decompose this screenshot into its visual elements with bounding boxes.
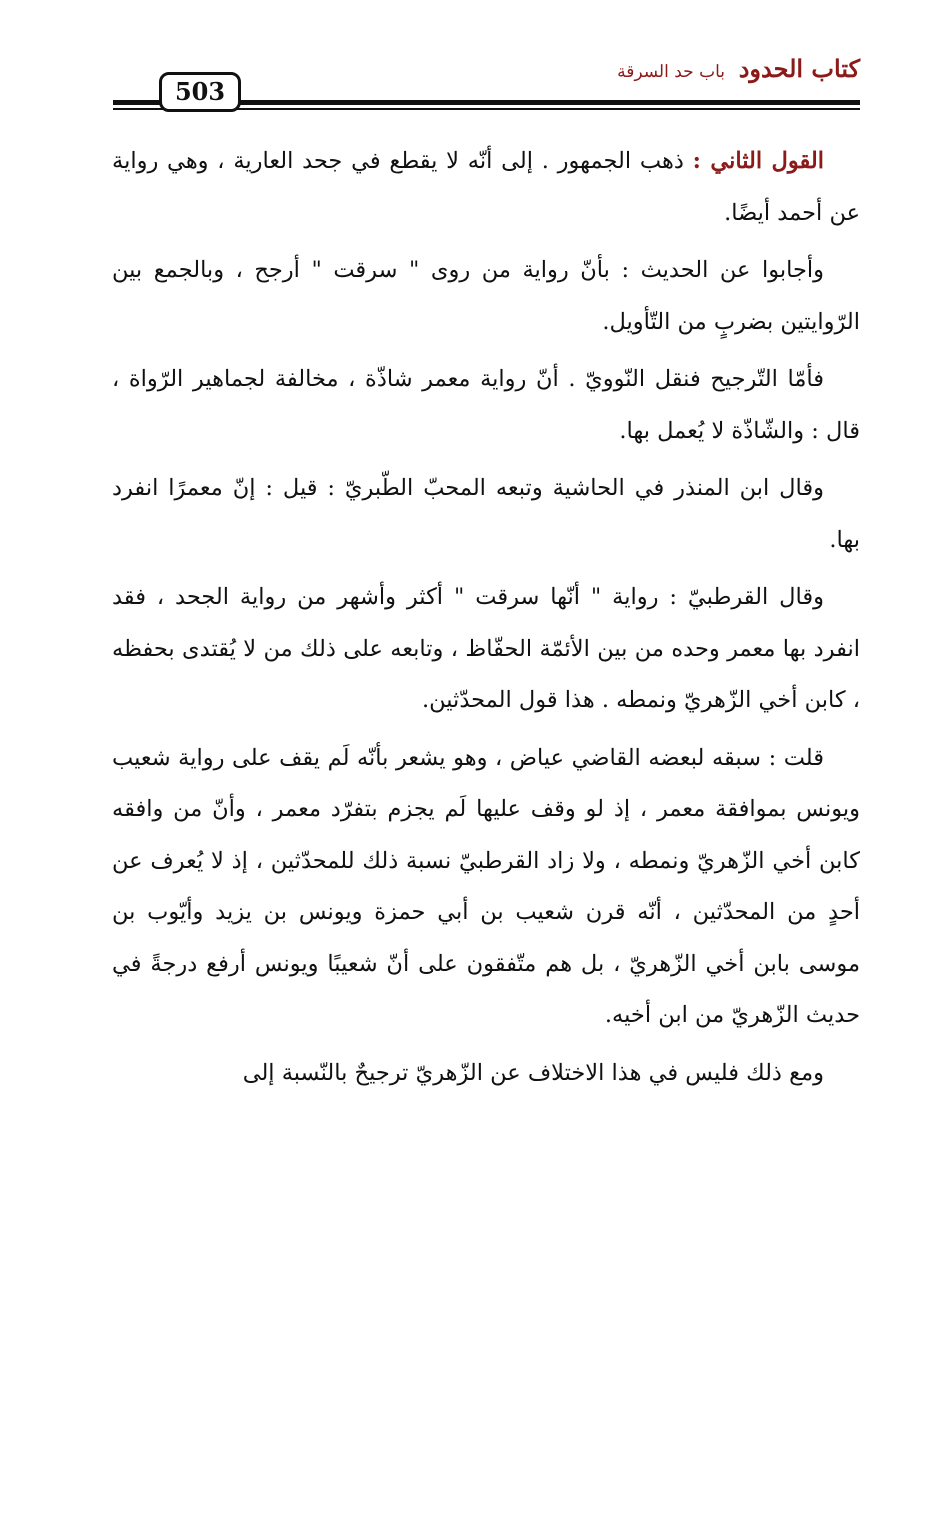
paragraph-3: فأمّا التّرجيح فنقل النّوويّ . أنّ رواية معمر شاذّة ، مخالفة لجماهير الرّواة ، قال : والشّاذّة لا يُعمل بها.: [112, 366, 860, 444]
page-header: [113, 44, 860, 114]
paragraph-1: [112, 136, 860, 239]
paragraph-2: وأجابوا عن الحديث : بأنّ رواية من روى " سرقت " أرجح ، وبالجمع بين الرّوايتين بضربٍ من التّأويل.: [112, 257, 860, 335]
paragraph-4: وقال ابن المنذر في الحاشية وتبعه المحبّ الطّبريّ : قيل : إنّ معمرًا انفرد بها.: [112, 475, 860, 553]
paragraph-5: وقال القرطبيّ : رواية " أنّها سرقت " أكثر وأشهر من رواية الجحد ، فقد انفرد بها معمر وحده من بين الأئمّة الحفّاظ ، وتابعه على ذلك من لا يُقتدى بحفظه ، كابن أخي الزّهريّ ونمطه . هذا قول المحدّثين.: [112, 584, 860, 713]
paragraph-7: ومع ذلك فليس في هذا الاختلاف عن الزّهريّ ترجيحٌ بالنّسبة إلى: [242, 1059, 824, 1086]
book-title: كتاب الحدود: [738, 54, 860, 83]
page-body: [112, 136, 860, 1105]
running-header: [617, 54, 860, 83]
page-number: 503: [159, 72, 241, 112]
paragraph-lead: القول الثاني :: [692, 148, 824, 174]
chapter-title: باب حد السرقة: [617, 62, 725, 82]
paragraph-6: قلت : سبقه لبعضه القاضي عياض ، وهو يشعر بأنّه لَم يقف على رواية شعيب ويونس بموافقة معمر ، إذ لو وقف عليها لَم يجزم بتفرّد معمر ، وأنّ من وافقه كابن أخي الزّهريّ ونمطه ، ولا زاد القرطبيّ نسبة ذلك للمحدّثين ، إذ لا يُعرف عن أحدٍ من المحدّثين ، أنّه قرن شعيب بن أبي حمزة ويونس بن يزيد وأيّوب بن موسى بابن أخي الزّهريّ ، بل هم متّفقون على أنّ شعيبًا ويونس أرفع درجةً في حديث الزّهريّ من ابن أخيه.: [112, 744, 860, 1028]
paragraph-1-text: ذهب الجمهور . إلى أنّه لا يقطع في جحد العارية ، وهي رواية عن أحمد أيضًا.: [112, 148, 860, 226]
